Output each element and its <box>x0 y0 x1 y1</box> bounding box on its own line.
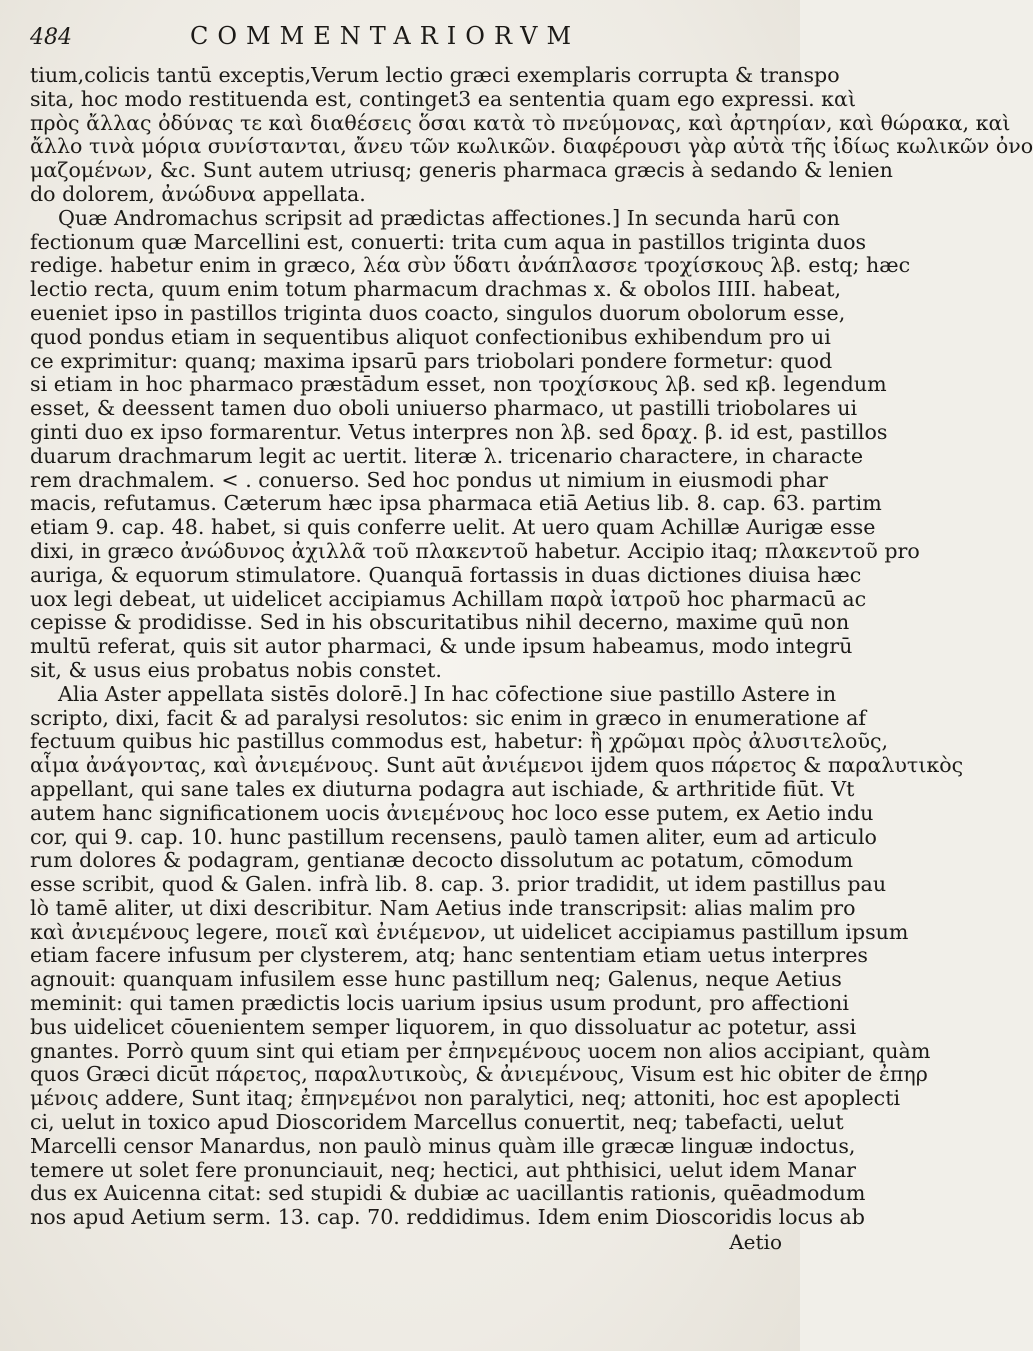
text-line: lò tamē aliter, ut dixi describitur. Nam Aetius inde transcripsit: alias malim pro <box>30 895 856 920</box>
text-line: ce exprimitur: quanq; maxima ipsarū pars triobolari pondere formetur: quod <box>30 348 833 373</box>
text-line: gnantes. Porrò quum sint qui etiam per ἐπηνεμένους uocem non alios accipiant, quàm <box>30 1038 931 1063</box>
text-line: scripto, dixi, facit & ad paralysi resolutos: sic enim in græco in enumeratione af <box>30 705 867 730</box>
text-line: auriga, & equorum stimulatore. Quanquā fortassis in duas dictiones diuisa hæc <box>30 562 862 587</box>
text-line: rem drachmalem. < . conuerso. Sed hoc pondus ut nimium in eiusmodi phar <box>30 467 828 492</box>
text-line: redige. habetur enim in græco, λέα σὺν ὕδατι ἀνάπλασσε τροχίσκους λβ. estq; hæc <box>30 253 911 278</box>
text-line: ginti duo ex ipso formarentur. Vetus interpres non λβ. sed δραχ. β. id est, pastillos <box>30 419 888 444</box>
text-line: Alia Aster appellata sistēs dolorē.] In hac cōfectione siue pastillo Astere in <box>58 681 837 706</box>
text-line: nos apud Aetium serm. 13. cap. 70. reddidimus. Idem enim Dioscoridis locus ab <box>30 1205 865 1230</box>
text-line: do dolorem, ἀνώδυνα appellata. <box>30 181 366 206</box>
text-line: fectionum quæ Marcellini est, conuerti: trita cum aqua in pastillos triginta duos <box>30 229 867 254</box>
catchword: Aetio <box>729 1230 782 1255</box>
page-header <box>30 22 790 58</box>
text-line: esse scribit, quod & Galen. infrà lib. 8. cap. 3. prior tradidit, ut idem pastillus pau <box>30 872 887 897</box>
text-line: dus ex Auicenna citat: sed stupidi & dubiæ ac uacillantis rationis, quēadmodum <box>30 1181 866 1206</box>
text-line: duarum drachmarum legit ac uertit. literæ λ. tricenario charactere, in characte <box>30 443 864 468</box>
text-line: fectuum quibus hic pastillus commodus est, habetur: ἢ χρῶμαι πρὸς ἀλυσιτελοῦς, <box>30 729 889 754</box>
text-line: uox legi debeat, ut uidelicet accipiamus Achillam παρὰ ἰατροῦ hoc pharmacū ac <box>30 586 867 611</box>
text-line: μένοις addere, Sunt itaq; ἐπηνεμένοι non paralytici, neq; attoniti, hoc est apoplecti <box>30 1086 901 1111</box>
text-line: rum dolores & podagram, gentianæ decocto dissolutum ac potatum, cōmodum <box>30 848 853 873</box>
body-text <box>30 63 1033 1230</box>
text-line: macis, refutamus. Cæterum hæc ipsa pharmaca etiā Aetius lib. 8. cap. 63. partim <box>30 491 882 516</box>
text-line: esset, & deessent tamen duo oboli uniuerso pharmaco, ut pastilli triobolares ui <box>30 396 858 421</box>
text-line: cepisse & prodidisse. Sed in his obscuritatibus nihil decerno, maxime quū non <box>30 610 850 635</box>
running-title: COMMENTARIORVM <box>190 22 581 50</box>
text-line: ci, uelut in toxico apud Dioscoridem Marcellus conuertit, neq; tabefacti, uelut <box>30 1110 844 1135</box>
text-line: μαζομένων, &c. Sunt autem utriusq; generis pharmaca græcis à sedando & lenien <box>30 158 893 183</box>
text-line: lectio recta, quum enim totum pharmacum drachmas x. & obolos IIII. habeat, <box>30 277 842 302</box>
text-line: καὶ ἀνιεμένους legere, ποιεῖ καὶ ἐνιέμενον, ut uidelicet accipiamus pastillum ipsum <box>30 919 909 944</box>
text-line: etiam 9. cap. 48. habet, si quis conferre uelit. At uero quam Achillæ Aurigæ esse <box>30 515 876 540</box>
text-line: πρὸς ἄλλας ὀδύνας τε καὶ διαθέσεις ὅσαι κατὰ τὸ πνεύμονας, καὶ ἀρτηρίαν, καὶ θώρακα, καὶ <box>30 110 1011 135</box>
text-line: quos Græci dicūt πάρετος, παραλυτικοὺς, & ἀνιεμένους, Visum est hic obiter de ἐπηρ <box>30 1062 928 1087</box>
text-line: ἄλλο τινὰ μόρια συνίστανται, ἄνευ τῶν κωλικῶν. διαφέρουσι γὰρ αὐτὰ τῆς ἰδίως κωλικῶν ὀνο <box>30 134 1033 159</box>
text-line: etiam facere infusum per clysterem, atq; hanc sententiam etiam uetus interpres <box>30 943 868 968</box>
text-line: temere ut solet fere pronunciauit, neq; hectici, aut phthisici, uelut idem Manar <box>30 1157 857 1182</box>
text-line: multū referat, quis sit autor pharmaci, & unde ipsum habeamus, modo integrū <box>30 634 853 659</box>
text-line: appellant, qui sane tales ex diuturna podagra aut ischiade, & arthritide fiūt. Vt <box>30 776 855 801</box>
text-line: Marcelli censor Manardus, non paulò minus quàm ille græcæ linguæ indoctus, <box>30 1133 856 1158</box>
text-line: tium,colicis tantū exceptis,Verum lectio græci exemplaris corrupta & transpo <box>30 63 840 87</box>
text-line: Quæ Andromachus scripsit ad prædictas affectiones.] In secunda harū con <box>58 205 840 230</box>
text-line: eueniet ipso in pastillos triginta duos coacto, singulos duorum obolorum esse, <box>30 300 846 325</box>
text-line: cor, qui 9. cap. 10. hunc pastillum recensens, paulò tamen aliter, eum ad articulo <box>30 824 877 849</box>
text-line: si etiam in hoc pharmaco præstādum esset, non τροχίσκους λβ. sed κβ. legendum <box>30 372 887 397</box>
text-line: sit, & usus eius probatus nobis constet. <box>30 657 442 682</box>
text-line: dixi, in græco ἀνώδυνος ἀχιλλᾶ τοῦ πλακεντοῦ habetur. Accipio itaq; πλακεντοῦ pro <box>30 538 920 563</box>
text-line: αἷμα ἀνάγοντας, καὶ ἀνιεμένους. Sunt aūt ἀνιέμενοι ijdem quos πάρετος & παραλυτικὸς <box>30 753 964 778</box>
text-line: bus uidelicet cōuenientem semper liquorem, in quo dissoluatur ac potetur, assi <box>30 1014 857 1039</box>
text-line: quod pondus etiam in sequentibus aliquot confectionibus exhibendum pro ui <box>30 324 831 349</box>
text-line: sita, hoc modo restituenda est, continget3 ea sententia quam ego expressi. καὶ <box>30 86 857 111</box>
text-line: agnouit: quanquam infusilem esse hunc pastillum neq; Galenus, neque Aetius <box>30 967 842 992</box>
text-line: autem hanc significationem uocis ἀνιεμένους hoc loco esse putem, ex Aetio indu <box>30 800 874 825</box>
page-number: 484 <box>30 25 72 50</box>
text-line: meminit: qui tamen prædictis locis uarium ipsius usum produnt, pro affectioni <box>30 991 849 1016</box>
